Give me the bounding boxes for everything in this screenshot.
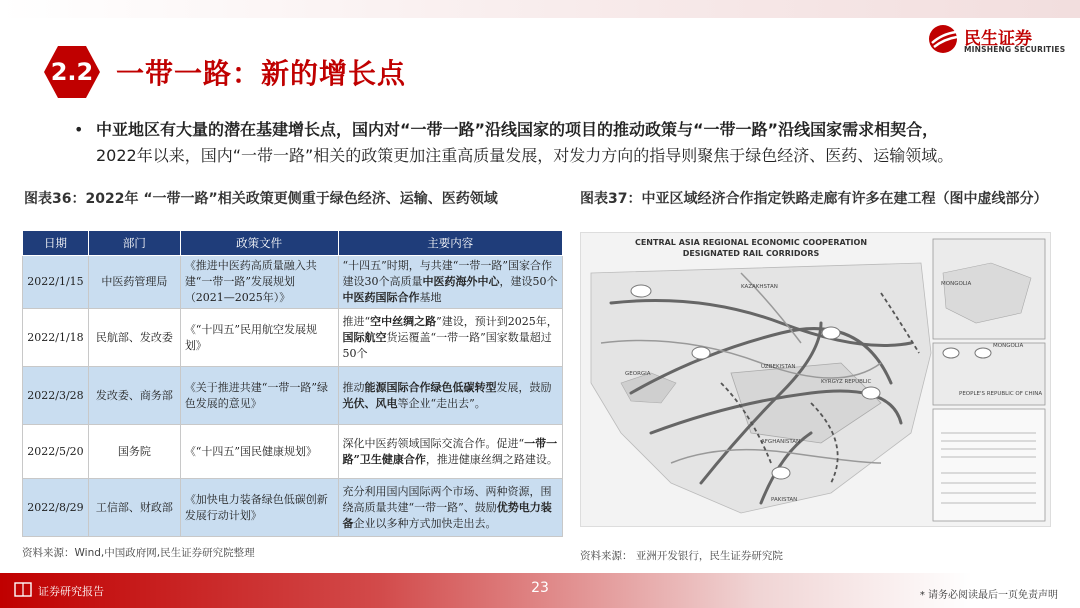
label-afghanistan: AFGHANISTAN — [761, 439, 801, 445]
row-date: 2022/3/28 — [23, 367, 89, 425]
row-doc: 《加快电力装备绿色低碳创新发展行动计划》 — [180, 479, 338, 537]
table-row — [23, 309, 563, 367]
row-doc: 《推进中医药高质量融入共建“一带一路”发展规划（2021—2025年）》 — [180, 256, 338, 309]
row-content: 推进“空中丝绸之路”建设，预计到2025年，国际航空货运覆盖“一带一路”国家数量超过50个 — [338, 309, 563, 367]
row-date: 2022/1/15 — [23, 256, 89, 309]
row-dept: 发改委、商务部 — [88, 367, 180, 425]
key-point-text: 2022年以来，国内“一带一路”相关的政策更加注重高质量发展，对发力方向的指导则聚焦于绿色经济、医药、运输领域。 — [96, 146, 954, 165]
header-band — [0, 0, 1080, 18]
header-content: 主要内容 — [338, 231, 563, 256]
brand-logo — [928, 22, 1066, 56]
label-mongolia: MONGOLIA — [941, 281, 972, 287]
row-content: 充分利用国内国际两个市场、两种资源，围绕高质量共建“一带一路”、鼓励优势电力装备企业以多种方式加快走出去。 — [338, 479, 563, 537]
row-content: 深化中医药领域国际交流合作。促进“一带一路”卫生健康合作，推进健康丝绸之路建设。 — [338, 425, 563, 479]
figure36-title: 图表36：2022年 “一带一路”相关政策更侧重于绿色经济、运输、医药领域 — [24, 191, 498, 207]
row-content: 推动能源国际合作绿色低碳转型发展，鼓励光伏、风电等企业“走出去”。 — [338, 367, 563, 425]
disclaimer: * 请务必阅读最后一页免责声明 — [919, 590, 1058, 601]
minsheng-logo-icon — [928, 24, 960, 54]
table-row — [23, 425, 563, 479]
key-point-bold: 中亚地区有大量的潜在基建增长点，国内对“一带一路”沿线国家的项目的推动政策与“一带一路”沿线国家需求相契合， — [96, 120, 939, 139]
header-date: 日期 — [23, 231, 89, 256]
figure37-source: 资料来源： 亚洲开发银行，民生证券研究院 — [580, 550, 783, 562]
brand-name-en: MINSHENG SECURITIES — [964, 45, 1066, 54]
row-doc: 《“十四五”国民健康规划》 — [180, 425, 338, 479]
rail-corridor-map — [580, 232, 1051, 527]
footer — [0, 573, 1080, 608]
section-badge — [44, 46, 100, 98]
label-mongolia-2: MONGOLIA — [993, 343, 1024, 349]
row-dept: 民航部、发改委 — [88, 309, 180, 367]
header-dept: 部门 — [88, 231, 180, 256]
figure36-source: 资料来源：Wind,中国政府网,民生证券研究院整理 — [22, 547, 255, 559]
row-doc: 《关于推进共建“一带一路”绿色发展的意见》 — [180, 367, 338, 425]
row-dept: 国务院 — [88, 425, 180, 479]
row-dept: 工信部、财政部 — [88, 479, 180, 537]
table-row — [23, 367, 563, 425]
figure37-title: 图表37：中亚区域经济合作指定铁路走廊有许多在建工程（图中虚线部分） — [580, 191, 1048, 207]
row-doc: 《“十四五”民用航空发展规划》 — [180, 309, 338, 367]
row-date: 2022/1/18 — [23, 309, 89, 367]
row-date: 2022/5/20 — [23, 425, 89, 479]
brand-name-cn: 民生证券 — [964, 29, 1032, 49]
section-number: 2.2 — [50, 58, 94, 86]
footer-label: 证券研究报告 — [38, 585, 104, 598]
bullet-icon: • — [74, 120, 84, 139]
label-prc: PEOPLE'S REPUBLIC OF CHINA — [959, 391, 1043, 397]
header-doc: 政策文件 — [180, 231, 338, 256]
row-date: 2022/8/29 — [23, 479, 89, 537]
row-content: “十四五”时期，与共建“一带一路”国家合作建设30个高质量中医药海外中心，建设50个中医药国际合作基地 — [338, 256, 563, 309]
label-georgia: GEORGIA — [625, 371, 651, 377]
row-dept: 中医药管理局 — [88, 256, 180, 309]
label-uzbekistan: UZBEKISTAN — [761, 364, 796, 370]
map-graphic — [581, 233, 1050, 526]
map-title: CENTRAL ASIA REGIONAL ECONOMIC COOPERATION DESIGNATED RAIL CORRIDORS — [634, 238, 868, 258]
page-title: 一带一路：新的增长点 — [116, 57, 407, 90]
label-kyrgyz: KYRGYZ REPUBLIC — [821, 379, 872, 385]
table-row — [23, 479, 563, 537]
book-icon — [14, 582, 32, 597]
page-number: 23 — [531, 580, 549, 596]
label-pakistan: PAKISTAN — [771, 497, 798, 503]
table-header-row — [23, 231, 563, 256]
policy-table — [22, 230, 563, 537]
label-kazakhstan: KAZAKHSTAN — [741, 284, 778, 290]
table-row — [23, 256, 563, 309]
